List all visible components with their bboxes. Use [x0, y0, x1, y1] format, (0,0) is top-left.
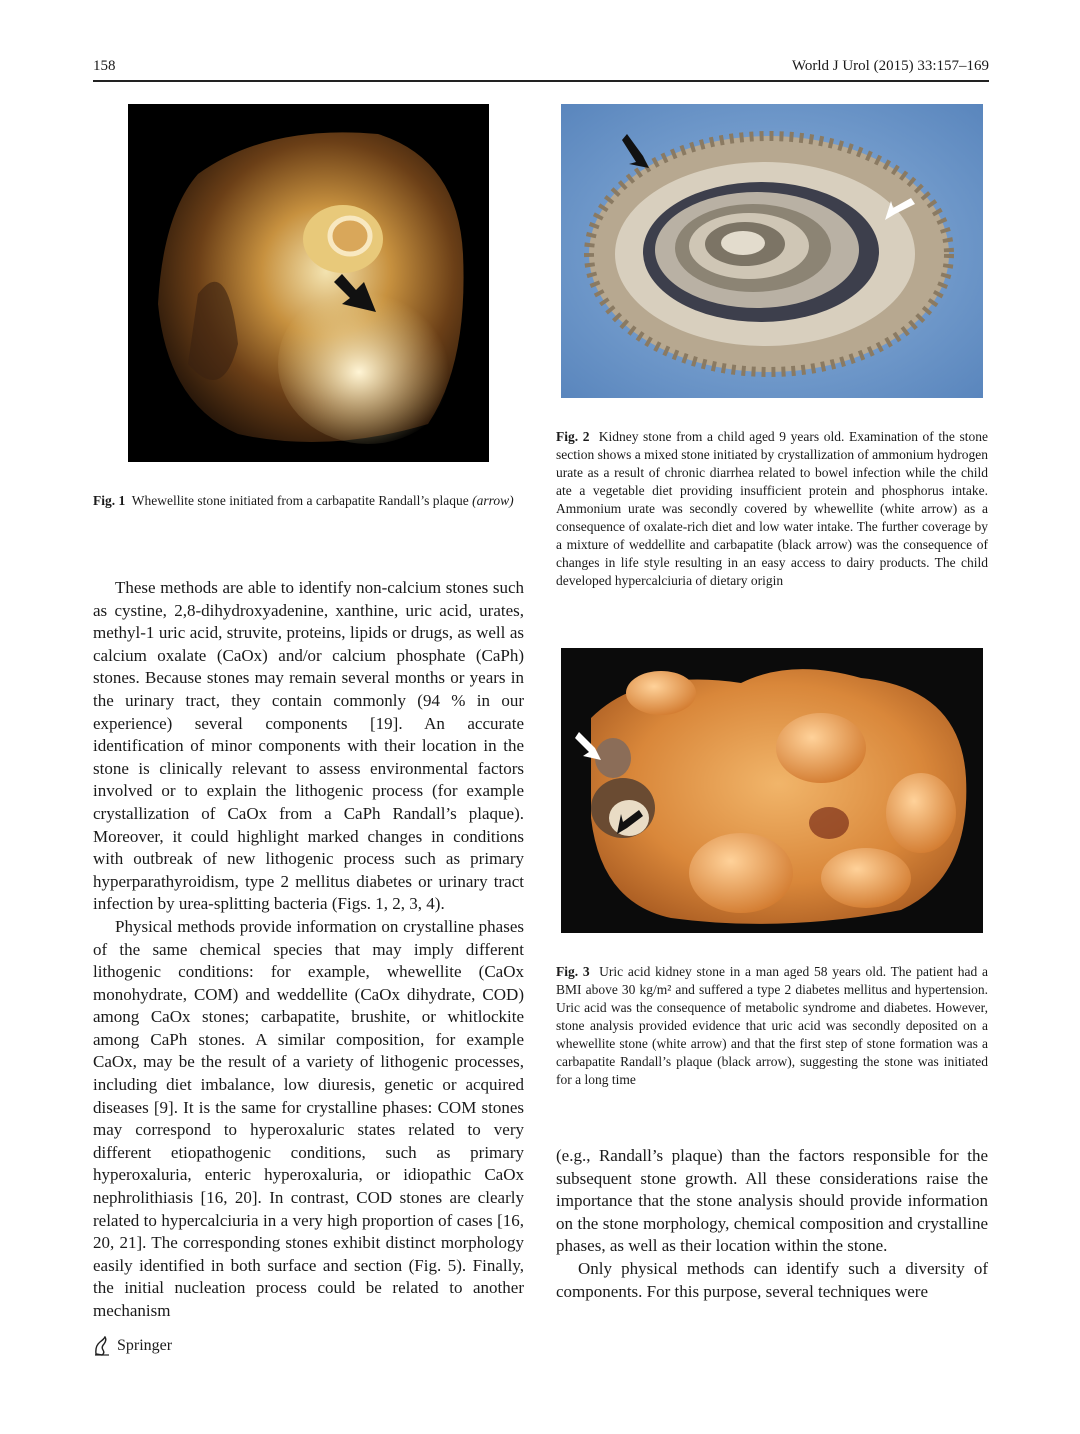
page-number: 158: [93, 58, 116, 74]
journal-reference: World J Urol (2015) 33:157–169: [791, 58, 989, 74]
right-column-body: [556, 1145, 988, 1303]
figure-2-caption-text: Kidney stone from a child aged 9 years old. Examination of the stone section shows a mixed stone initiated by crystallization of ammonium hydrogen urate as a result of chronic diarrhea related to bowel infection while the child ate a vegetable diet providing insufficient protein and phosphorus intake. Ammonium urate was secondly covered by whewellite (white arrow) as a consequence of oxalate-rich diet and low water intake. The further coverage by a mixture of weddellite and carbapatite (black arrow) was the consequence of changes in life style resulting in an easy access to dairy products. The child developed hypercalciuria of dietary origin: [556, 429, 989, 588]
left-paragraph-2: Physical methods provide information on crystalline phases of the same chemical species that may imply different lithogenic conditions: for example, whewellite (CaOx monohydrate, COM) and weddellite (CaOx dihydrate, COD) among CaOx stones; carbapatite, brushite, or whitlockite among CaPh stones. A similar composition, for example CaOx, may be the result of a variety of lithogenic processes, including diet imbalance, low diuresis, genetic or acquired diseases [9]. It is the same for crystalline phases: COM stones may correspond to hyperoxaluric states related to very different etiopathogenic conditions, such as primary hyperoxaluria, enteric hyperoxaluria, or idiopathic CaOx nephrolithiasis [16, 20]. In contrast, COD stones are clearly related to hypercalciuria in a very high proportion of cases [16, 20, 21]. The corresponding stones exhibit distinct morphology easily identified in both surface and section (Fig. 5). Finally, the initial nucleation process could be related to another mechanism: [93, 916, 524, 1320]
publisher-name: Springer: [117, 1337, 173, 1354]
figure-2-caption: [556, 428, 988, 590]
figure-1-label: Fig. 1: [93, 493, 126, 508]
figure-3-caption-text: Uric acid kidney stone in a man aged 58 years old. The patient had a BMI above 30 kg/m² and suffered a type 2 diabetes mellitus and hypertension. Uric acid was the consequence of metabolic syndrome and diabetes. However, stone analysis provided evidence that uric acid was secondly deposited on a whewellite stone (white arrow) and that the first step of stone formation was a carbapatite Randall’s plaque (black arrow), suggesting the stone was initiated for a long time: [556, 964, 988, 1087]
header-rule: [93, 80, 989, 82]
figure-3-label: Fig. 3: [556, 964, 590, 979]
right-paragraph-1: (e.g., Randall’s plaque) than the factors responsible for the subsequent stone growth. All these considerations raise the importance that the stone analysis should provide information on the stone morphology, chemical composition and crystalline phases, as well as their location within the stone.: [556, 1146, 988, 1256]
figure-3-caption: [556, 963, 988, 1089]
figure-2-label: Fig. 2: [556, 429, 590, 444]
figure-1-caption-text: Whewellite stone initiated from a carbapatite Randall’s plaque: [131, 493, 469, 508]
figure-1-caption: [93, 492, 523, 510]
left-paragraph-1: These methods are able to identify non-calcium stones such as cystine, 2,8-dihydroxyadenine, xanthine, uric acid, urates, methyl-1 uric acid, struvite, proteins, lipids or drugs, as well as calcium oxalate (CaOx) and/or calcium phosphate (CaPh) stones. Because stones may remain several months or years in the urinary tract, they contain commonly (94 % in our experience) several components [19]. An accurate identification of minor components with their location in the stone is clinically relevant to assess environmental factors involved or to explain the lithogenic process (for example crystallization of CaOx from a CaPh Randall’s plaque). Moreover, it could highlight marked changes in conditions with outbreak of new lithogenic process such as primary hyperparathyroidism, type 2 mellitus diabetes or urinary tract infection by urea-splitting bacteria (Figs. 1, 2, 3, 4).: [93, 578, 524, 914]
figure-3-image: [561, 648, 983, 933]
left-column-body: [93, 577, 524, 1323]
right-paragraph-2: Only physical methods can identify such a diversity of components. For this purpose, several techniques were: [556, 1258, 988, 1301]
springer-logo-icon: [93, 1336, 111, 1356]
footer: [93, 1336, 172, 1356]
figure-1-image: [128, 104, 489, 462]
figure-2-image: [561, 104, 983, 398]
figure-1-caption-arrow: (arrow): [472, 493, 514, 508]
